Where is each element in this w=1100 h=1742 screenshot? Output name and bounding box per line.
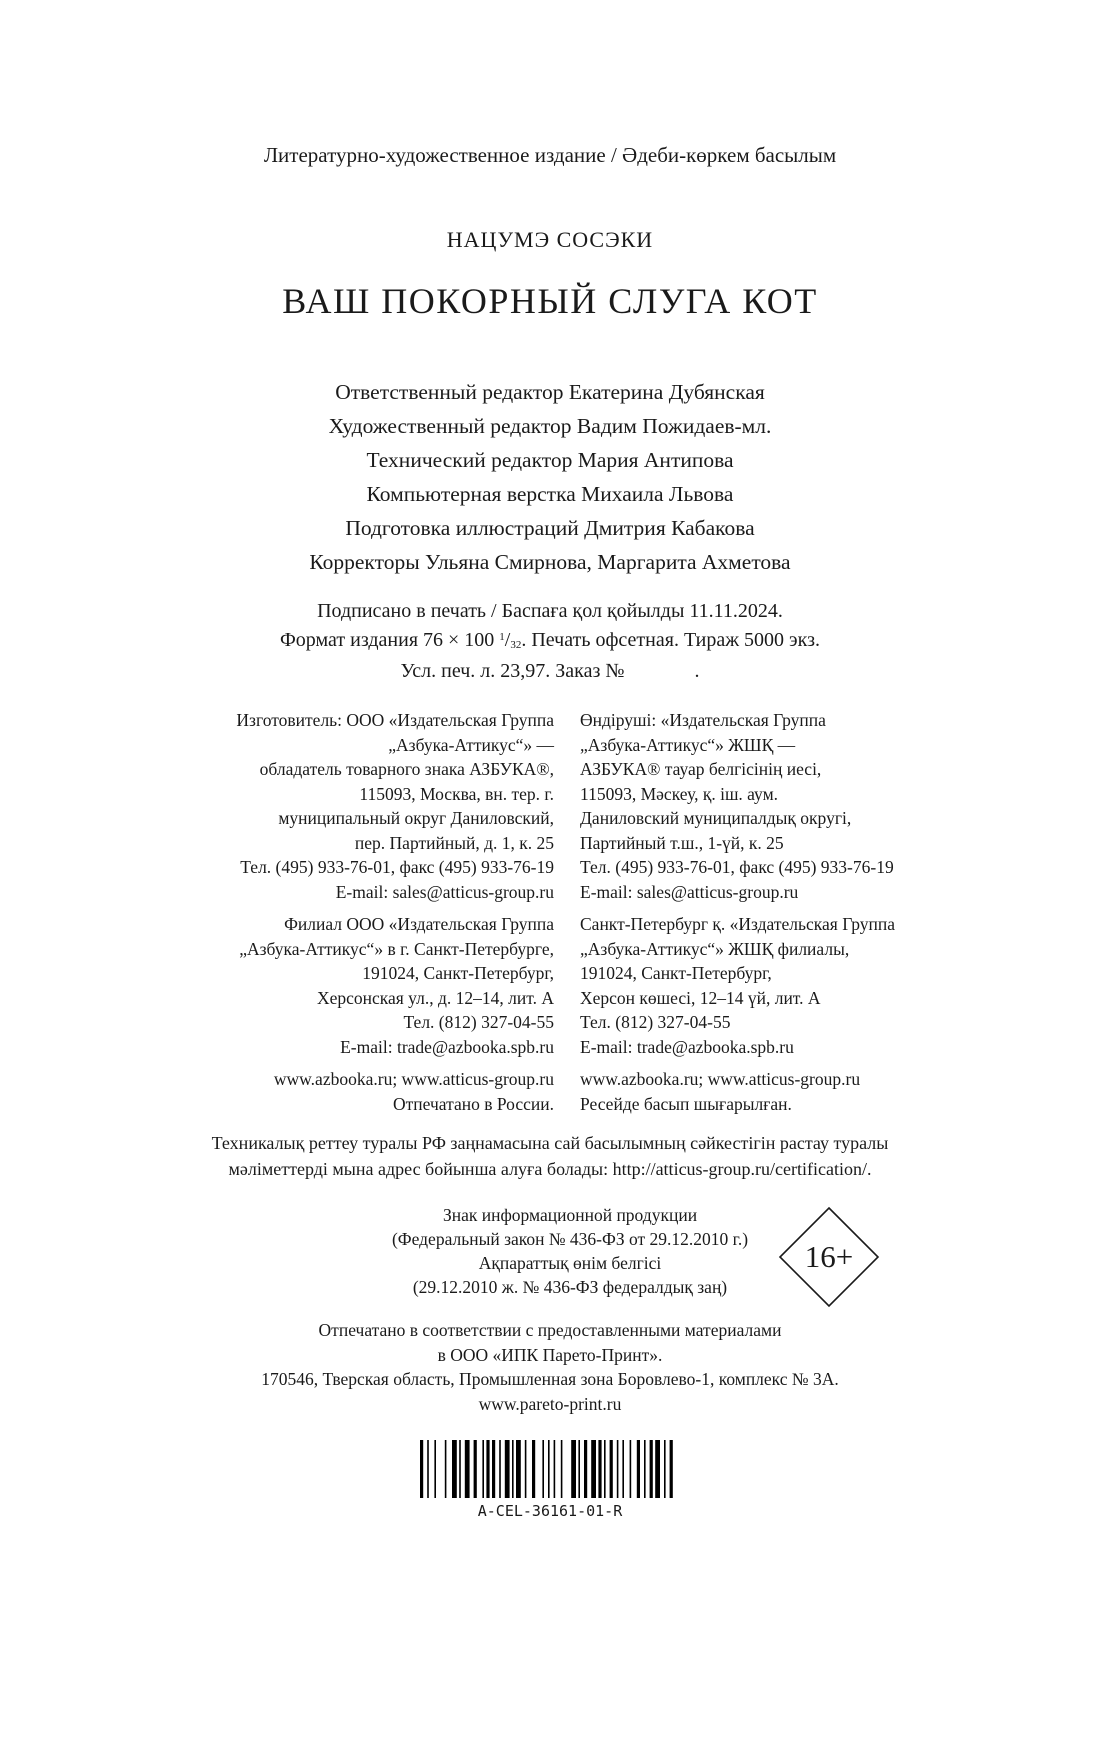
barcode-bar <box>459 1440 461 1498</box>
publisher-info-kazakh <box>580 708 1000 1124</box>
barcode-bar <box>420 1440 423 1498</box>
address-line: „Азбука-Аттикус“» в г. Санкт-Петербурге, <box>239 938 554 959</box>
credit-line: Компьютерная верстка Михаила Львова <box>366 482 734 506</box>
publisher-info-russian <box>140 708 554 1124</box>
phone-line: Тел. (495) 933-76-01, факс (495) 933-76-19 <box>580 857 894 877</box>
format-line <box>0 624 1100 658</box>
address-line: Изготовитель: ООО «Издательская Группа <box>236 710 554 730</box>
barcode-icon <box>420 1440 682 1498</box>
address-line: Партийный т.ш., 1-үй, к. 25 <box>580 832 784 853</box>
phone-line: Тел. (812) 327-04-55 <box>403 1012 554 1032</box>
sheets-order: Усл. печ. л. 23,97. Заказ № . <box>400 660 700 682</box>
credit-line: Подготовка иллюстраций Дмитрия Кабакова <box>345 516 755 540</box>
address-line: „Азбука-Аттикус“» ЖШҚ — <box>580 734 796 755</box>
format-prefix: Формат издания 76 × 100 <box>280 629 500 651</box>
barcode-bar <box>516 1440 521 1498</box>
sign-line: Знак информационной продукции <box>442 1205 698 1225</box>
address-line: „Азбука-Аттикус“» — <box>388 734 554 755</box>
barcode-bar <box>578 1440 580 1498</box>
barcode-code: A-CEL-36161-01-R <box>477 1502 623 1520</box>
barcode-bar <box>664 1440 666 1498</box>
manufacturer-block <box>140 708 554 904</box>
email-line: E-mail: trade@azbooka.spb.ru <box>340 1036 554 1057</box>
tech-line: Техникалық реттеу туралы РФ заңнамасына сай басылымның сәйкестігін растау туралы <box>211 1133 889 1153</box>
format-fraction: $^1/_{32}$ <box>499 629 522 651</box>
address-line: 115093, Мәскеу, қ. іш. аум. <box>580 783 779 804</box>
barcode-bar <box>492 1440 495 1498</box>
info-product-sign-text <box>360 1203 780 1299</box>
tech-line: мәліметтерді мына адрес бойынша алуға болады: http://atticus-group.ru/certification/. <box>228 1159 872 1179</box>
barcode-bar <box>474 1440 477 1498</box>
barcode-bar <box>482 1440 484 1498</box>
address-line: АЗБУКА® тауар белгісінің иесі, <box>580 759 822 779</box>
age-rating-badge <box>778 1206 880 1308</box>
age-rating-label: 16+ <box>804 1239 854 1274</box>
credit-line: Корректоры Ульяна Смирнова, Маргарита Ахметова <box>309 550 791 574</box>
email-line: E-mail: trade@azbooka.spb.ru <box>580 1036 794 1057</box>
barcode-bar <box>571 1440 576 1498</box>
barcode-bar <box>617 1440 619 1498</box>
credits-list <box>0 375 1100 579</box>
branch-block <box>580 912 1000 1059</box>
address-line: обладатель товарного знака АЗБУКА®, <box>259 759 554 779</box>
address-line: Санкт-Петербург қ. «Издательская Группа <box>580 914 895 934</box>
barcode-bar <box>542 1440 544 1498</box>
author-name: НАЦУМЭ СОСЭКИ <box>446 227 654 252</box>
printer-website: www.pareto-print.ru <box>478 1393 622 1414</box>
web-block <box>580 1067 1000 1116</box>
barcode-bar <box>650 1440 653 1498</box>
address-line: муниципальный округ Даниловский, <box>278 808 554 828</box>
printer-line: Отпечатано в соответствии с предоставленными материалами <box>318 1320 782 1340</box>
address-line: Херсон көшесі, 12–14 үй, лит. А <box>580 987 821 1008</box>
tech-regulation-note <box>0 1130 1100 1182</box>
barcode-bar <box>610 1440 613 1498</box>
barcode-bar <box>525 1440 527 1498</box>
edition-type: Литературно-художественное издание / Әдеби-көркем басылым <box>263 143 837 167</box>
print-info <box>0 598 1100 684</box>
barcode-bar <box>561 1440 563 1498</box>
printer-line: в ООО «ИПК Парето-Принт». <box>437 1344 663 1365</box>
barcode-bar <box>486 1440 489 1498</box>
barcode-bar <box>499 1440 501 1498</box>
barcode-bar <box>512 1440 514 1498</box>
printer-line: 170546, Тверская область, Промышленная зона Боровлево-1, комплекс № 3А. <box>261 1369 839 1389</box>
barcode-bar <box>622 1440 624 1498</box>
barcode-bar <box>452 1440 457 1498</box>
barcode-bar <box>670 1440 673 1498</box>
credit-line: Ответственный редактор Екатерина Дубянская <box>335 380 765 404</box>
website-line: www.azbooka.ru; www.atticus-group.ru <box>273 1069 554 1089</box>
printed-in-line: Отпечатано в России. <box>393 1093 554 1114</box>
fraction-denominator: 32 <box>510 639 522 651</box>
address-line: пер. Партийный, д. 1, к. 25 <box>354 832 554 853</box>
address-line: 191024, Санкт-Петербург, <box>362 963 554 983</box>
branch-block <box>140 912 554 1059</box>
barcode-bar <box>591 1440 596 1498</box>
phone-line: Тел. (495) 933-76-01, факс (495) 933-76-19 <box>240 857 554 877</box>
address-line: 115093, Москва, вн. тер. г. <box>359 783 554 804</box>
barcode-bar <box>630 1440 632 1498</box>
fraction-numerator: 1 <box>499 631 505 643</box>
address-line: Херсонская ул., д. 12–14, лит. А <box>316 987 554 1008</box>
barcode-bar <box>465 1440 470 1498</box>
barcode-bar <box>434 1440 436 1498</box>
printer-info <box>0 1318 1100 1416</box>
web-block <box>140 1067 554 1116</box>
manufacturer-block <box>580 708 1000 904</box>
sign-line: Ақпараттық өнім белгісі <box>478 1253 662 1273</box>
email-line: E-mail: sales@atticus-group.ru <box>335 881 554 902</box>
address-line: Даниловский муниципалдық округі, <box>580 808 852 828</box>
barcode-bar <box>505 1440 510 1498</box>
barcode-bar <box>554 1440 556 1498</box>
credit-line: Технический редактор Мария Антипова <box>366 448 734 472</box>
website-line: www.azbooka.ru; www.atticus-group.ru <box>580 1069 861 1089</box>
barcode-bar <box>532 1440 535 1498</box>
barcode-bar <box>604 1440 606 1498</box>
email-line: E-mail: sales@atticus-group.ru <box>580 881 799 902</box>
sign-line: (29.12.2010 ж. № 436-ФЗ федералдық заң) <box>412 1277 728 1297</box>
barcode-bar <box>655 1440 660 1498</box>
barcode-bar <box>445 1440 447 1498</box>
address-line: 191024, Санкт-Петербург, <box>580 963 772 983</box>
address-line: „Азбука-Аттикус“» ЖШҚ филиалы, <box>580 938 850 959</box>
sign-line: (Федеральный закон № 436-ФЗ от 29.12.2010 г.) <box>391 1229 749 1249</box>
barcode-bar <box>548 1440 550 1498</box>
barcode-bar <box>644 1440 646 1498</box>
address-line: Өндіруші: «Издательская Группа <box>580 710 826 730</box>
printed-in-line: Ресейде басып шығарылған. <box>580 1093 792 1114</box>
credit-line: Художественный редактор Вадим Пожидаев-мл. <box>328 414 772 438</box>
format-suffix: . Печать офсетная. Тираж 5000 экз. <box>521 629 820 651</box>
barcode-bar <box>637 1440 640 1498</box>
barcode-bar <box>427 1440 429 1498</box>
signed-date: Подписано в печать / Баспаға қол қойылды 11.11.2024. <box>317 600 783 622</box>
book-title: ВАШ ПОКОРНЫЙ СЛУГА КОТ <box>282 281 818 321</box>
address-line: Филиал ООО «Издательская Группа <box>284 914 554 934</box>
barcode-bar <box>584 1440 587 1498</box>
barcode-bar <box>598 1440 601 1498</box>
phone-line: Тел. (812) 327-04-55 <box>580 1012 731 1032</box>
